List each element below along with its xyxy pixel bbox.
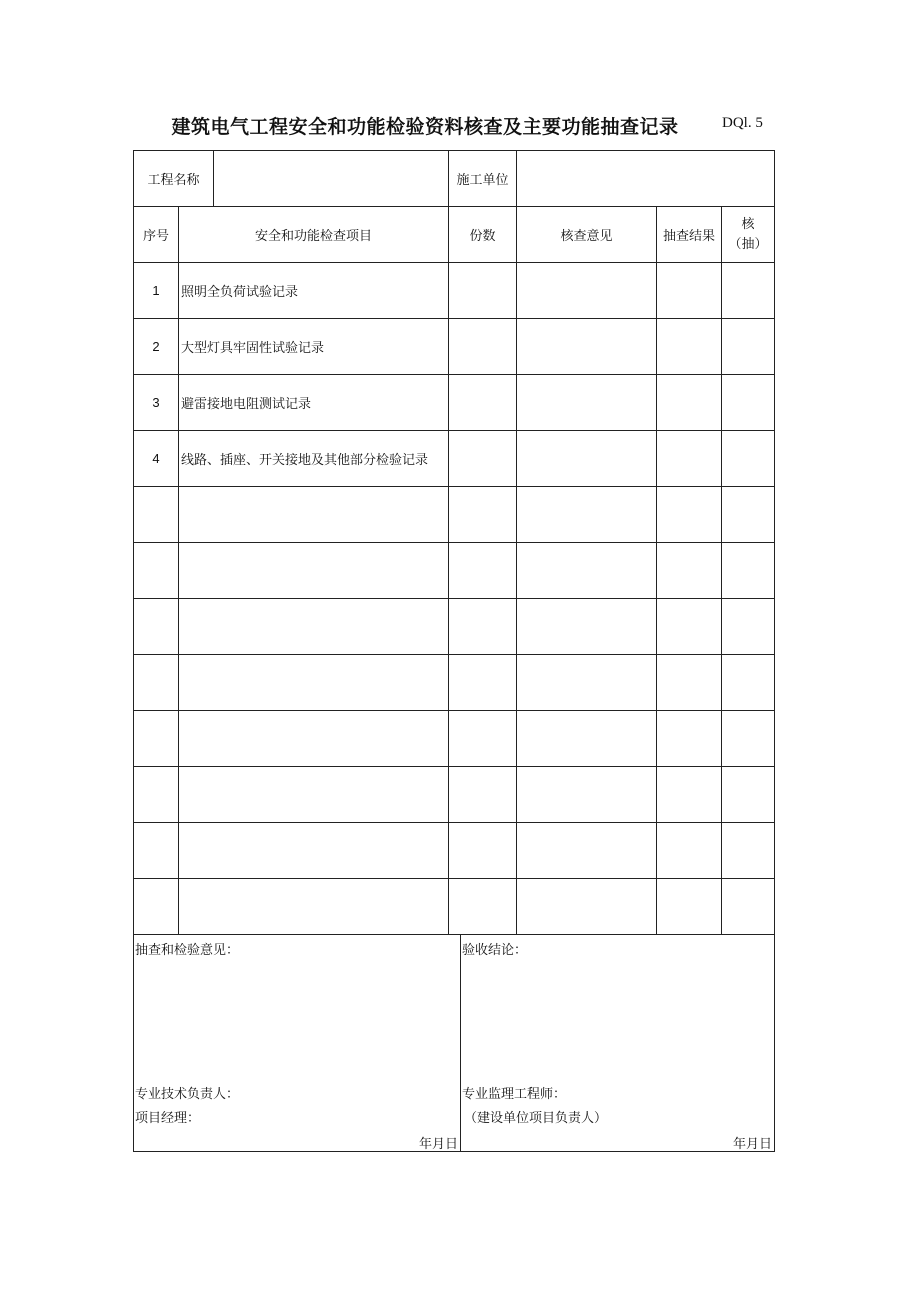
empty-row (134, 767, 775, 823)
row-checker-cell[interactable] (722, 431, 775, 487)
row-copies-cell[interactable] (449, 767, 517, 823)
row-copies-cell[interactable] (449, 711, 517, 767)
row-checker-cell[interactable] (722, 319, 775, 375)
row-seq[interactable] (134, 487, 179, 543)
row-checker-cell[interactable] (722, 655, 775, 711)
row-review-cell[interactable] (517, 879, 657, 935)
empty-row (134, 543, 775, 599)
row-review-cell[interactable] (517, 487, 657, 543)
row-review-cell[interactable] (517, 263, 657, 319)
empty-row (134, 711, 775, 767)
acceptance-conclusion-heading: 验收结论： (462, 943, 528, 958)
row-result-cell[interactable] (657, 319, 722, 375)
empty-row (134, 823, 775, 879)
row-seq: 2 (134, 319, 179, 375)
row-result-cell[interactable] (657, 767, 722, 823)
row-copies-cell[interactable] (449, 823, 517, 879)
row-seq[interactable] (134, 823, 179, 879)
row-item: 大型灯具牢固性试验记录 (179, 319, 449, 375)
row-seq: 3 (134, 375, 179, 431)
row-result-cell[interactable] (657, 487, 722, 543)
col-result-header: 抽查结果 (657, 207, 722, 263)
empty-row (134, 879, 775, 935)
row-review-cell[interactable] (517, 655, 657, 711)
row-seq: 1 (134, 263, 179, 319)
contractor-label: 施工单位 (449, 151, 517, 207)
row-review-cell[interactable] (517, 711, 657, 767)
row-copies-cell[interactable] (449, 879, 517, 935)
row-result-cell[interactable] (657, 543, 722, 599)
row-item[interactable] (179, 543, 449, 599)
row-copies-cell[interactable] (449, 599, 517, 655)
row-review-cell[interactable] (517, 599, 657, 655)
col-checker-header (722, 207, 775, 263)
row-seq[interactable] (134, 599, 179, 655)
row-checker-cell[interactable] (722, 879, 775, 935)
row-result-cell[interactable] (657, 711, 722, 767)
row-copies-cell[interactable] (449, 375, 517, 431)
row-item: 照明全负荷试验记录 (179, 263, 449, 319)
row-item[interactable] (179, 879, 449, 935)
row-review-cell[interactable] (517, 767, 657, 823)
row-copies-cell[interactable] (449, 431, 517, 487)
row-result-cell[interactable] (657, 375, 722, 431)
row-checker-cell[interactable] (722, 823, 775, 879)
tech-lead-label: 专业技术负责人： (135, 1087, 240, 1102)
row-review-cell[interactable] (517, 823, 657, 879)
row-checker-cell[interactable] (722, 599, 775, 655)
document-title: 建筑电气工程安全和功能检验资料核查及主要功能抽查记录 (171, 116, 679, 138)
project-manager-label: 项目经理： (135, 1111, 201, 1126)
row-result-cell[interactable] (657, 879, 722, 935)
table-row (134, 319, 775, 375)
left-date-label: 年月日 (419, 1137, 459, 1152)
row-result-cell[interactable] (657, 263, 722, 319)
col-review-header: 核查意见 (517, 207, 657, 263)
acceptance-conclusion-panel[interactable] (461, 935, 775, 1152)
inspection-opinion-panel[interactable] (134, 935, 461, 1152)
col-copies-header: 份数 (449, 207, 517, 263)
row-checker-cell[interactable] (722, 767, 775, 823)
row-item[interactable] (179, 599, 449, 655)
row-checker-cell[interactable] (722, 263, 775, 319)
row-result-cell[interactable] (657, 823, 722, 879)
inspection-opinion-heading: 抽查和检验意见： (135, 943, 240, 958)
col-checker-line2: （抽） (728, 236, 768, 252)
row-result-cell[interactable] (657, 431, 722, 487)
row-seq[interactable] (134, 655, 179, 711)
row-copies-cell[interactable] (449, 319, 517, 375)
col-item-header: 安全和功能检查项目 (179, 207, 449, 263)
row-copies-cell[interactable] (449, 263, 517, 319)
row-checker-cell[interactable] (722, 543, 775, 599)
row-checker-cell[interactable] (722, 487, 775, 543)
row-result-cell[interactable] (657, 655, 722, 711)
row-seq: 4 (134, 431, 179, 487)
right-date-label: 年月日 (733, 1137, 773, 1152)
col-checker-line1: 核 (741, 216, 755, 232)
row-seq[interactable] (134, 879, 179, 935)
row-copies-cell[interactable] (449, 655, 517, 711)
row-seq[interactable] (134, 767, 179, 823)
row-checker-cell[interactable] (722, 375, 775, 431)
table-row (134, 375, 775, 431)
row-result-cell[interactable] (657, 599, 722, 655)
empty-row (134, 487, 775, 543)
col-seq-header: 序号 (134, 207, 179, 263)
row-copies-cell[interactable] (449, 543, 517, 599)
row-seq[interactable] (134, 711, 179, 767)
row-item[interactable] (179, 767, 449, 823)
row-item[interactable] (179, 487, 449, 543)
row-review-cell[interactable] (517, 375, 657, 431)
form-code: DQl. 5 (722, 115, 763, 131)
row-review-cell[interactable] (517, 543, 657, 599)
row-checker-cell[interactable] (722, 711, 775, 767)
table-row (134, 263, 775, 319)
empty-row (134, 599, 775, 655)
inspection-table (133, 150, 775, 1152)
supervisor-label: 专业监理工程师： (462, 1087, 567, 1102)
row-review-cell[interactable] (517, 431, 657, 487)
row-copies-cell[interactable] (449, 487, 517, 543)
row-seq[interactable] (134, 543, 179, 599)
row-item[interactable] (179, 655, 449, 711)
row-item[interactable] (179, 711, 449, 767)
row-item: 避雷接地电阻测试记录 (179, 375, 449, 431)
row-review-cell[interactable] (517, 319, 657, 375)
table-row (134, 431, 775, 487)
row-item: 线路、插座、开关接地及其他部分检验记录 (179, 431, 449, 487)
empty-row (134, 655, 775, 711)
project-name-label: 工程名称 (134, 151, 214, 207)
contractor-field[interactable] (517, 151, 775, 207)
sign-off-row (134, 935, 775, 1152)
header-info-row (134, 151, 775, 207)
owner-rep-label: （建设单位项目负责人） (464, 1111, 608, 1126)
row-item[interactable] (179, 823, 449, 879)
column-header-row (134, 207, 775, 263)
project-name-field[interactable] (214, 151, 449, 207)
